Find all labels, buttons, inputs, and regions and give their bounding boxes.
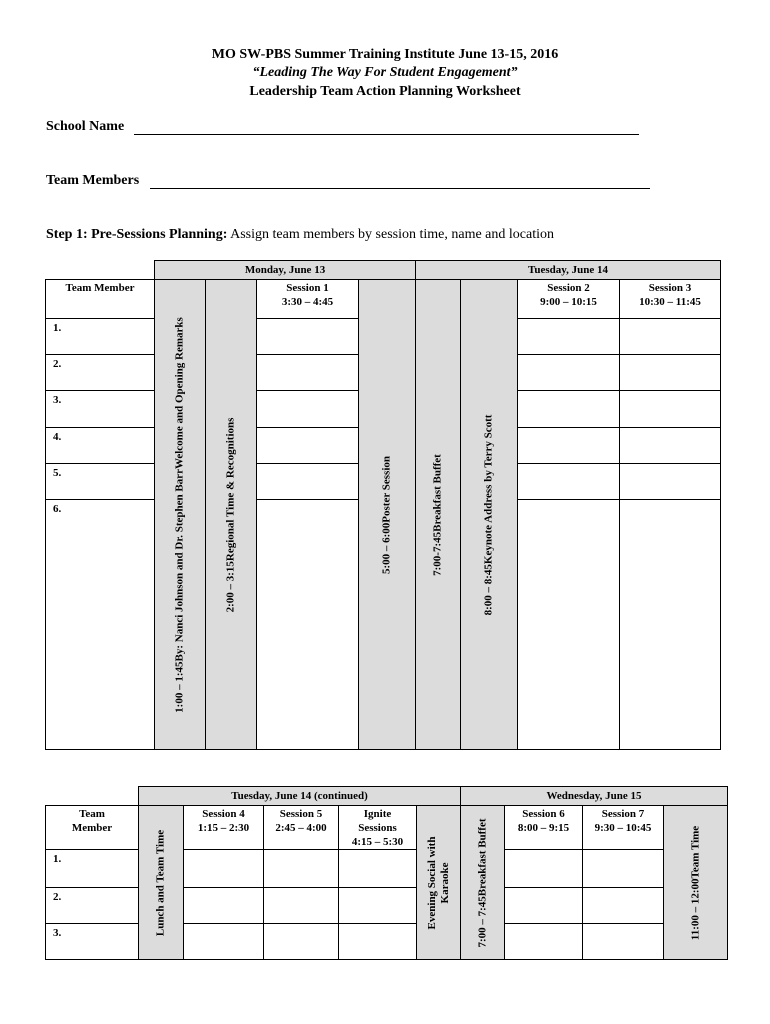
opening-remarks-cell bbox=[155, 280, 206, 750]
row-number: 4. bbox=[46, 428, 155, 464]
session4-cell[interactable] bbox=[184, 923, 264, 959]
row-number: 2. bbox=[46, 355, 155, 391]
session7-cell[interactable] bbox=[583, 850, 664, 887]
step1-label: Step 1: Pre-Sessions Planning: bbox=[46, 227, 228, 242]
session1-name: Session 1 bbox=[286, 282, 329, 294]
session3-time: 10:30 – 11:45 bbox=[639, 296, 701, 308]
team-time-cell bbox=[664, 806, 728, 960]
session3-cell[interactable] bbox=[620, 355, 721, 391]
regional-time-label: 2:00 – 3:15Regional Time & Recognitions bbox=[224, 417, 237, 612]
session7-time: 9:30 – 10:45 bbox=[594, 822, 652, 834]
session4-name: Session 4 bbox=[202, 808, 245, 820]
session5-name: Session 5 bbox=[279, 808, 323, 820]
session1-cell[interactable] bbox=[257, 319, 359, 355]
monday-header: Monday, June 13 bbox=[155, 261, 416, 280]
session2-cell[interactable] bbox=[518, 464, 620, 500]
session3-cell[interactable] bbox=[620, 391, 721, 428]
schedule-table-monday-tuesday bbox=[45, 260, 721, 750]
session1-cell[interactable] bbox=[257, 500, 359, 750]
session5-cell[interactable] bbox=[264, 923, 339, 959]
session6-header bbox=[505, 806, 583, 850]
keynote-label: 8:00 – 8:45Keynote Address by Terry Scott bbox=[482, 414, 495, 615]
row-number: 5. bbox=[46, 464, 155, 500]
tuesday-header: Tuesday, June 14 bbox=[416, 261, 721, 280]
session6-cell[interactable] bbox=[505, 923, 583, 959]
poster-session-label: 5:00 – 6:00Poster Session bbox=[380, 455, 393, 574]
session7-name: Session 7 bbox=[601, 808, 645, 820]
row-number: 3. bbox=[46, 923, 139, 959]
session6-time: 8:00 – 9:15 bbox=[517, 822, 570, 834]
session7-header bbox=[583, 806, 664, 850]
session2-cell[interactable] bbox=[518, 500, 620, 750]
session2-name: Session 2 bbox=[547, 282, 590, 294]
session6-name: Session 6 bbox=[522, 808, 565, 820]
ignite-sessions-header bbox=[339, 806, 417, 850]
session7-cell[interactable] bbox=[583, 923, 664, 959]
session1-cell[interactable] bbox=[257, 464, 359, 500]
worksheet-title: Leadership Team Action Planning Worksheet bbox=[249, 84, 521, 99]
row-number: 1. bbox=[46, 319, 155, 355]
session2-cell[interactable] bbox=[518, 355, 620, 391]
evening-social-label bbox=[426, 836, 452, 929]
session2-time: 9:00 – 10:15 bbox=[540, 296, 597, 308]
ignite-time: 4:15 – 5:30 bbox=[351, 836, 404, 848]
row-number: 1. bbox=[46, 850, 139, 887]
session3-cell[interactable] bbox=[620, 319, 721, 355]
schedule-table-tuesday-wednesday bbox=[45, 786, 728, 960]
ignite-cell[interactable] bbox=[339, 923, 417, 959]
team-members-label: Team Members bbox=[46, 173, 140, 188]
evening-social-line1: Evening Social with bbox=[425, 836, 438, 929]
session3-cell[interactable] bbox=[620, 464, 721, 500]
ignite-cell[interactable] bbox=[339, 850, 417, 887]
school-name-field[interactable] bbox=[134, 117, 639, 135]
page-subtitle: “Leading The Way For Student Engagement” bbox=[252, 65, 518, 80]
step1-text: Assign team members by session time, name and location bbox=[230, 227, 554, 242]
session1-time: 3:30 – 4:45 bbox=[281, 296, 334, 308]
session3-cell[interactable] bbox=[620, 500, 721, 750]
step1-instruction bbox=[46, 227, 554, 243]
ignite-line1: Ignite bbox=[363, 808, 392, 820]
session3-name: Session 3 bbox=[648, 282, 692, 294]
session2-header bbox=[518, 280, 620, 319]
breakfast-buffet-cell bbox=[461, 806, 505, 960]
session1-cell[interactable] bbox=[257, 428, 359, 464]
session5-cell[interactable] bbox=[264, 850, 339, 887]
breakfast-buffet-label: 7:00-7:45Breakfast Buffet bbox=[431, 453, 444, 576]
row-number: 2. bbox=[46, 887, 139, 923]
session4-time: 1:15 – 2:30 bbox=[197, 822, 250, 834]
session3-cell[interactable] bbox=[620, 428, 721, 464]
session4-cell[interactable] bbox=[184, 887, 264, 923]
keynote-cell bbox=[461, 280, 518, 750]
team-member-header: Team Member bbox=[46, 280, 155, 319]
session3-header bbox=[620, 280, 721, 319]
row-number: 6. bbox=[46, 500, 155, 750]
session2-cell[interactable] bbox=[518, 319, 620, 355]
wednesday-header: Wednesday, June 15 bbox=[461, 787, 728, 806]
row-number: 3. bbox=[46, 391, 155, 428]
lunch-team-time-cell bbox=[139, 806, 184, 960]
session6-cell[interactable] bbox=[505, 887, 583, 923]
session5-header bbox=[264, 806, 339, 850]
team-member-header-line2: Member bbox=[71, 822, 113, 834]
session5-cell[interactable] bbox=[264, 887, 339, 923]
school-name-label: School Name bbox=[46, 119, 125, 134]
session4-cell[interactable] bbox=[184, 850, 264, 887]
team-time-label: 11:00 – 12:00Team Time bbox=[689, 825, 702, 940]
breakfast-buffet-cell bbox=[416, 280, 461, 750]
lunch-team-time-label: Lunch and Team Time bbox=[154, 829, 167, 936]
session6-cell[interactable] bbox=[505, 850, 583, 887]
tuesday-continued-header: Tuesday, June 14 (continued) bbox=[139, 787, 461, 806]
session2-cell[interactable] bbox=[518, 428, 620, 464]
evening-social-cell bbox=[417, 806, 461, 960]
session1-header bbox=[257, 280, 359, 319]
session2-cell[interactable] bbox=[518, 391, 620, 428]
opening-remarks-label: 1:00 – 1:45By: Nanci Johnson and Dr. Stephen BarrWelcome and Opening Remarks bbox=[173, 316, 186, 713]
team-member-header bbox=[46, 806, 139, 850]
ignite-cell[interactable] bbox=[339, 887, 417, 923]
session7-cell[interactable] bbox=[583, 887, 664, 923]
regional-time-cell bbox=[206, 280, 257, 750]
breakfast-buffet-label: 7:00 – 7:45Breakfast Buffet bbox=[476, 817, 489, 948]
poster-session-cell bbox=[359, 280, 416, 750]
session1-cell[interactable] bbox=[257, 355, 359, 391]
ignite-line2: Sessions bbox=[358, 822, 397, 834]
team-members-field[interactable] bbox=[150, 171, 650, 189]
session1-cell[interactable] bbox=[257, 391, 359, 428]
session5-time: 2:45 – 4:00 bbox=[275, 822, 327, 834]
page-title: MO SW-PBS Summer Training Institute June 13-15, 2016 bbox=[211, 47, 559, 62]
session4-header bbox=[184, 806, 264, 850]
evening-social-line2: Karaoke bbox=[438, 862, 451, 903]
team-member-header-line1: Team bbox=[79, 808, 105, 820]
